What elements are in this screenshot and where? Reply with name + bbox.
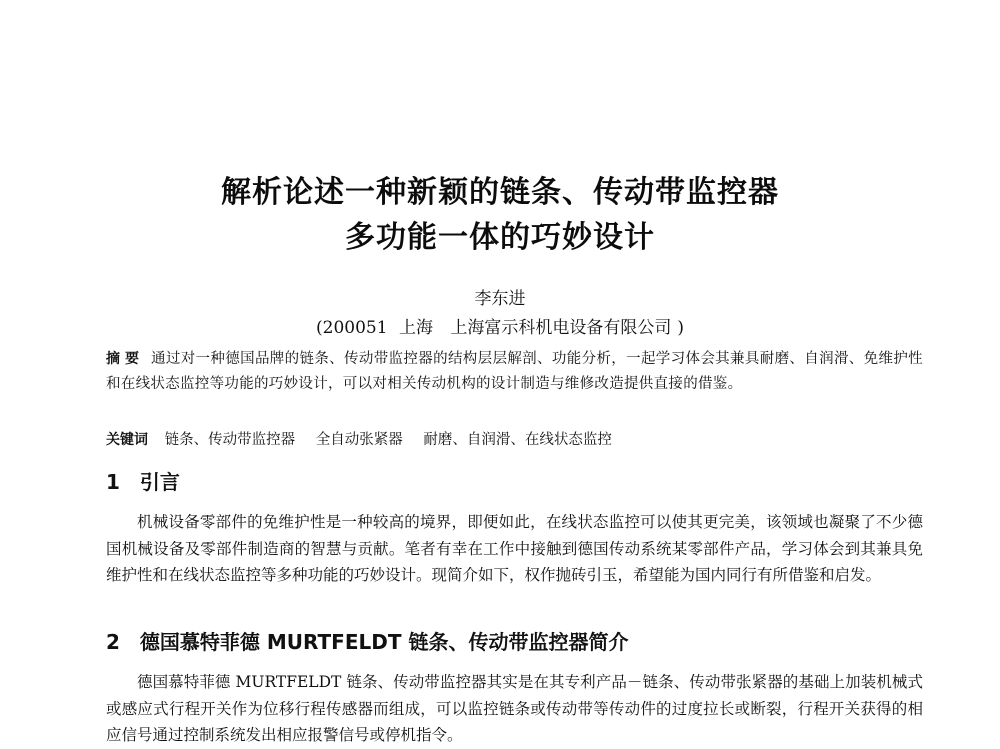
affiliation	[100, 313, 900, 338]
affiliation-close-paren: )	[677, 318, 684, 338]
author-name: 李东进	[474, 289, 526, 309]
affiliation-open-paren: (	[316, 318, 323, 338]
keywords	[106, 430, 923, 450]
section-paragraph: 德国慕特菲德 MURTFELDT 链条、传动带监控器其实是在其专利产品－链条、传动带张紧器的基础上加装机械式或感应式行程开关作为位移行程传感器而组成，可以监控链条或传动带等传动件的过度拉长或断裂，行程开关获得的相应信号通过控制系统发出相应报警信号或停机指令。	[106, 673, 923, 744]
abstract	[106, 347, 923, 397]
section-heading-introduction	[106, 466, 180, 495]
affiliation-city: 上海	[398, 318, 433, 338]
paper-title-line-2: 多功能一体的巧妙设计	[345, 220, 655, 255]
affiliation-company: 上海富示科机电设备有限公司	[450, 318, 672, 338]
paper-title-line-1: 解析论述一种新颖的链条、传动带监控器	[221, 175, 779, 210]
keyword-item: 全自动张紧器	[315, 432, 403, 448]
section-heading-product-intro	[106, 626, 628, 655]
section-number: 1	[106, 470, 120, 494]
keywords-label: 关键词	[106, 432, 148, 448]
abstract-text: 通过对一种德国品牌的链条、传动带监控器的结构层层解剖、功能分析，一起学习体会其兼具耐磨、自润滑、免维护性和在线状态监控等功能的巧妙设计，可以对相关传动机构的设计制造与维修改造提供直接的借鉴。	[106, 351, 923, 392]
section-paragraph: 机械设备零部件的免维护性是一种较高的境界，即便如此，在线状态监控可以使其更完美，该领域也凝聚了不少德国机械设备及零部件制造商的智慧与贡献。笔者有幸在工作中接触到德国传动系统某零部件产品，学习体会到其兼具免维护性和在线状态监控等多种功能的巧妙设计。现简介如下，权作抛砖引玉，希望能为国内同行有所借鉴和启发。	[106, 513, 923, 584]
abstract-label: 摘 要	[106, 351, 140, 367]
section-number: 2	[106, 630, 120, 654]
affiliation-postcode: 200051	[322, 318, 388, 338]
keyword-item: 链条、传动带监控器	[164, 432, 296, 448]
section-title: 引言	[139, 470, 180, 494]
section-title: 德国慕特菲德 MURTFELDT 链条、传动带监控器简介	[139, 630, 629, 654]
keyword-item: 耐磨、自润滑、在线状态监控	[423, 432, 612, 448]
